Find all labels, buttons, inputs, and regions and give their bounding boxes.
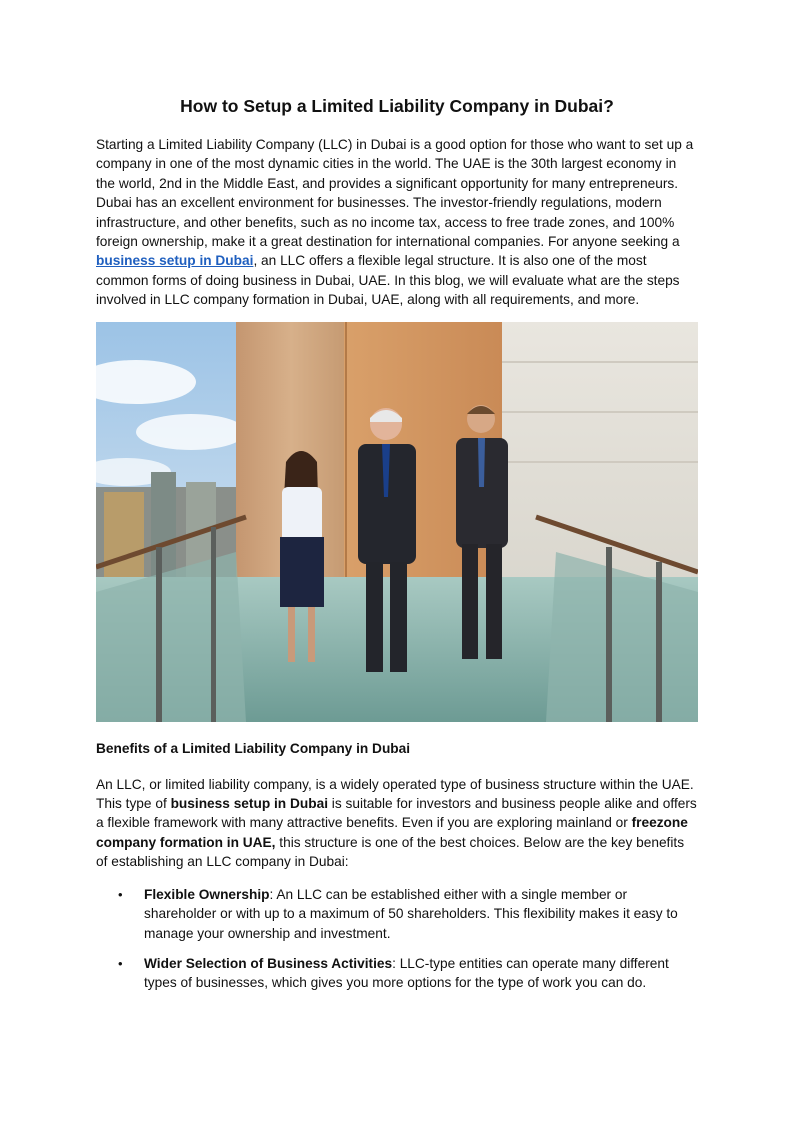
benefits-text-1: An LLC, or limited liability company, is a widely operated type of business structure within the UAE. This type of: [96, 776, 694, 812]
bullet-icon: •: [118, 955, 123, 971]
intro-paragraph: [96, 135, 698, 310]
list-item-term: Flexible Ownership: [144, 886, 270, 902]
benefits-list: [96, 885, 698, 993]
article: [96, 95, 698, 1004]
page-title: How to Setup a Limited Liability Company in Dubai?: [180, 96, 614, 116]
benefits-text-2: is suitable for investors and business people alike and offers a flexible framework with many attractive benefits. Even if you are exploring mainland or: [96, 796, 697, 831]
bullet-icon: •: [118, 886, 123, 902]
benefits-heading: Benefits of a Limited Liability Company in Dubai: [96, 740, 411, 756]
benefits-bold-1: business setup in Dubai: [170, 796, 328, 812]
benefits-text-3: this structure is one of the best choices. Below are the key benefits of establishing an LLC company in Dubai:: [96, 834, 685, 870]
list-item-text: : LLC-type entities can operate many different types of businesses, which gives you more options for the type of work you can do.: [144, 955, 669, 991]
business-setup-link[interactable]: business setup in Dubai: [96, 253, 254, 269]
benefits-bold-2: freezone company formation in UAE,: [96, 815, 688, 850]
list-item-term: Wider Selection of Business Activities: [144, 955, 393, 971]
list-item: [96, 885, 698, 943]
list-item: [96, 954, 698, 993]
business-people-photo: [96, 322, 698, 722]
benefits-intro-paragraph: [96, 775, 698, 872]
intro-text-after-link: , an LLC offers a flexible legal structure. It is also one of the most common forms of doing business in Dubai, UAE. In this blog, we will evaluate what are the steps involved in LLC company formation in Dubai, UAE, along with all requirements, and more.: [96, 253, 680, 308]
intro-text-before-link: Starting a Limited Liability Company (LLC) in Dubai is a good option for those who want to set up a company in one of the most dynamic cities in the world. The UAE is the 30th largest economy in the world, 2nd in the Middle East, and provides a significant opportunity for many entrepreneurs. Dubai has an excellent environment for businesses. The investor-friendly regulations, modern infrastructure, and other benefits, such as no income tax, access to free trade zones, and 100% foreign ownership, make it a great destination for international companies. For anyone seeking a: [96, 137, 694, 250]
list-item-text: : An LLC can be established either with a single member or shareholder or with up to a maximum of 50 shareholders. This flexibility makes it easy to manage your ownership and investment.: [144, 886, 678, 941]
